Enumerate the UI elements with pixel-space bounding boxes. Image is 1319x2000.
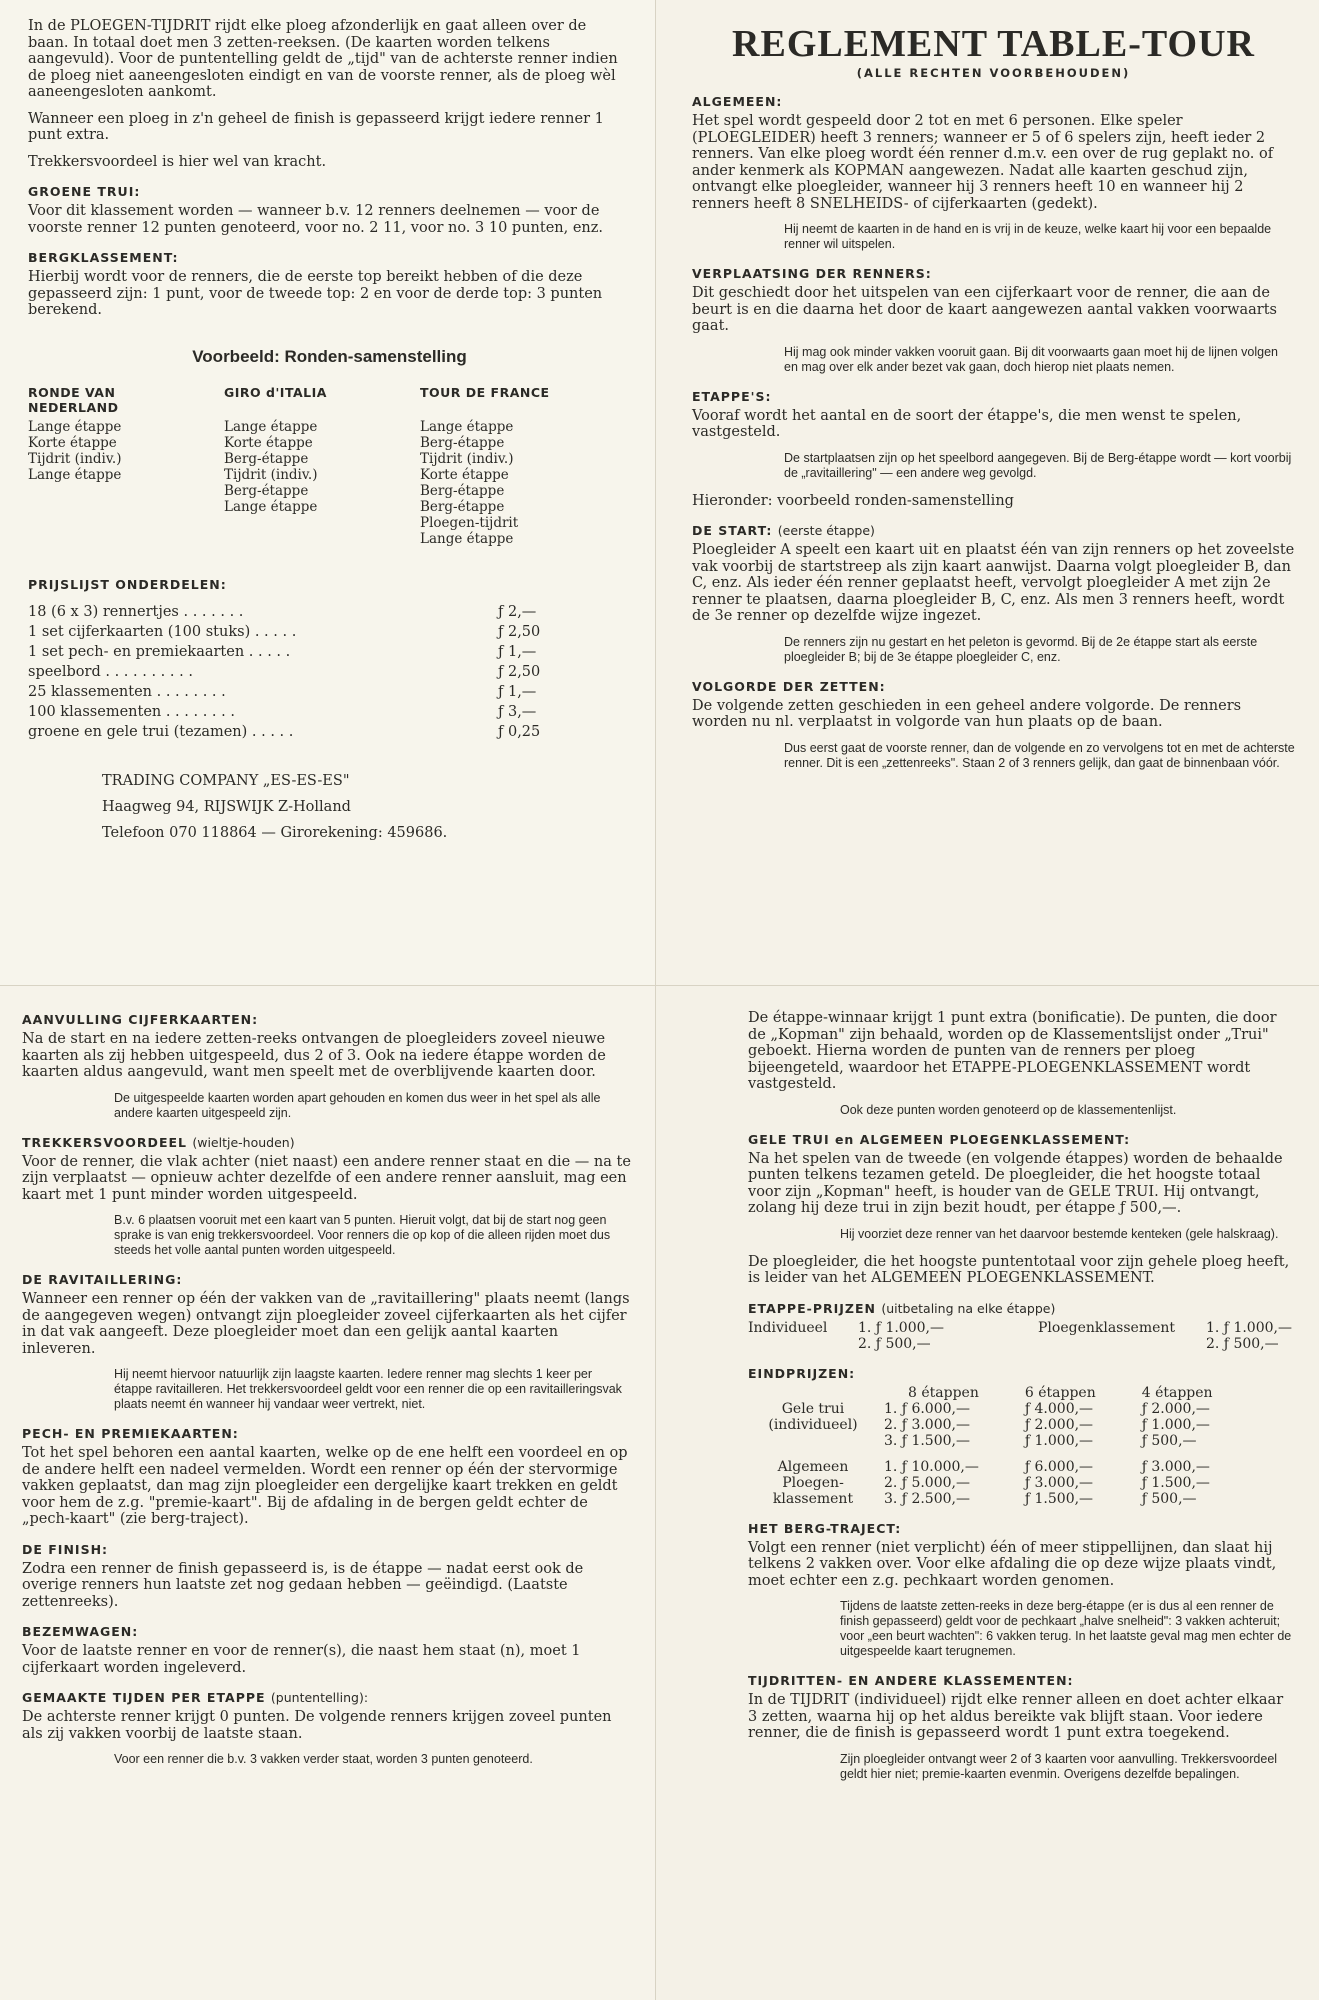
prize-value: 2. ƒ 500,—	[858, 1335, 931, 1352]
price-label: groene en gele trui (tezamen) . . . . .	[28, 723, 294, 740]
row-label: (individueel)	[768, 1416, 858, 1433]
example-heading: Voorbeeld: Ronden-samenstelling	[192, 346, 467, 366]
stage-item: Lange étappe	[28, 418, 122, 435]
note: De renners zijn nu gestart en het peleton is gevormd. Bij de 2e étappe start als eerste ploegleider B; bij de 3e étappe ploegleider C, enz.	[784, 634, 1258, 664]
stage-item: Tijdrit (indiv.)	[224, 466, 318, 483]
row-label: klassement	[772, 1490, 854, 1507]
price-row	[28, 662, 631, 682]
section-heading: GELE TRUI en ALGEMEEN PLOEGENKLASSEMENT:	[748, 1131, 1131, 1147]
stage-item: Lange étappe	[224, 418, 318, 435]
paragraph: Trekkersvoordeel is hier wel van kracht.	[28, 153, 327, 170]
note: Tijdens de laatste zetten-reeks in deze berg-étappe (er is dus al een renner de finish gepasseerd) geldt voor de pechkaart „halve snelheid": 3 vakken achteruit; voor „een beurt wachten": 6 vakken terug. In het laatste geval mag men echter de uitgespeelde kaart terugnemen.	[840, 1599, 1292, 1658]
paragraph: Voor dit klassement worden — wanneer b.v. 12 renners deelnemen — voor de voorste renner 12 punten genoteerd, voor no. 2 11, voor no. 3 10 punten, enz.	[28, 203, 604, 236]
table-cell: 3. ƒ 2.500,—	[884, 1490, 970, 1507]
section-heading: HET BERG-TRAJECT:	[748, 1520, 902, 1536]
stage-item: Berg-étappe	[224, 450, 309, 467]
prize-value: 2. ƒ 500,—	[1206, 1335, 1279, 1352]
price-label: 25 klassementen . . . . . . . .	[28, 683, 226, 700]
stage-item: Lange étappe	[28, 466, 122, 483]
paragraph: Tot het spel behoren een aantal kaarten, welke op de ene helft een voordeel en op de andere helft een nadeel vermelden. Wordt een renner op één der stervormige vakken geplaatst, dan mag zijn ploegleider een dergelijke kaart trekken en geldt voor hem de z.g. "premie-kaart". Bij de afdaling in de bergen geldt echter de „pech-kaart" (zie berg-traject).	[22, 1445, 628, 1527]
note: B.v. 6 plaatsen vooruit met een kaart van 5 punten. Hieruit volgt, dat bij de start nog geen sprake is van enig trekkersvoordeel. Voor renners die op kop of die alleen rijden moet dus steeds het volle aantal punten worden uitgespeeld.	[114, 1213, 611, 1257]
paragraph: Voor de laatste renner en voor de renner(s), die naast hem staat (n), moet 1 cijferkaart worden ingeleverd.	[22, 1643, 581, 1676]
heading-text: DE START:	[692, 523, 773, 538]
round-heading: RONDE VAN NEDERLAND	[28, 384, 119, 415]
stage-item: Korte étappe	[420, 466, 509, 483]
section-heading: BEZEMWAGEN:	[22, 1624, 139, 1639]
section-heading	[22, 1135, 631, 1150]
column-header: 6 étappen	[1024, 1384, 1096, 1401]
paragraph: Voor de renner, die vlak achter (niet naast) een andere renner staat en die — na te zijn verplaatst — opnieuw achter dezelfde of een andere renner aansluit, mag een kaart met 1 punt minder worden uitgespeeld.	[22, 1153, 631, 1203]
price-value: ƒ 1,—	[498, 643, 537, 660]
paragraph: Vooraf wordt het aantal en de soort der étappe's, die men wenst te spelen, vastgesteld.	[692, 407, 1242, 440]
column-header: 4 étappen	[1141, 1384, 1213, 1401]
price-row	[28, 602, 631, 622]
heading-text: GEMAAKTE TIJDEN PER ETAPPE	[22, 1690, 266, 1705]
table-row	[748, 1417, 1219, 1433]
round-column	[224, 385, 400, 547]
paragraph: Ploegleider A speelt een kaart uit en plaatst één van zijn renners op het zoveelste vak voorbij de startstreep als zijn kaart aanwijst. Daarna volgt ploegleider B, dan C, enz. Als ieder één renner geplaatst heeft, vervolgt ploegleider A met zijn 2e renner te plaatsen, daarna ploegleider B, C, enz. Als men 3 renners heeft, wordt de 3e renner op dezelfde wijze ingezet.	[692, 542, 1295, 624]
row-label: Algemeen	[777, 1458, 849, 1475]
table-cell: 2. ƒ 3.000,—	[884, 1416, 970, 1433]
table-row	[748, 1401, 1219, 1417]
rounds-table	[28, 385, 631, 547]
heading-text: TREKKERSVOORDEEL	[22, 1134, 187, 1150]
table-cell: ƒ 1.500,—	[1141, 1474, 1210, 1491]
price-row	[28, 622, 631, 642]
paragraph: De ploegleider, die het hoogste puntentotaal voor zijn gehele ploeg heeft, is leider van het ALGEMEEN PLOEGENKLASSEMENT.	[748, 1253, 1290, 1286]
stage-item: Korte étappe	[224, 434, 313, 451]
company-address: Haagweg 94, RIJSWIJK Z-Holland	[102, 798, 351, 815]
round-heading: GIRO d'ITALIA	[224, 384, 327, 400]
note: Hij neemt de kaarten in de hand en is vrij in de keuze, welke kaart hij voor een bepaalde renner wil uitspelen.	[784, 222, 1272, 251]
prize-value: 1. ƒ 1.000,—	[1206, 1319, 1292, 1336]
note: De uitgespeelde kaarten worden apart gehouden en komen dus weer in het spel als alle andere kaarten uitgespeeld zijn.	[114, 1090, 601, 1120]
table-cell: ƒ 1.000,—	[1024, 1432, 1094, 1449]
stage-item: Lange étappe	[420, 418, 514, 435]
paragraph: Hierbij wordt voor de renners, die de eerste top bereikt hebben of die deze gepasseerd zijn: 1 punt, voor de tweede top: 2 en voor de derde top: 3 punten berekend.	[28, 269, 603, 318]
paragraph: In de PLOEGEN-TIJDRIT rijdt elke ploeg afzonderlijk en gaat alleen over de baan. In totaal doet men 3 zetten-reeksen. (De kaarten worden telkens aangevuld). Voor de puntentelling geldt de „tijd" van de achterste renner indien de ploeg niet aaneengesloten eindigt en van de voorste renner, als de ploeg wèl aaneengesloten aankomt.	[28, 18, 618, 100]
section-heading: DE FINISH:	[22, 1541, 109, 1557]
section-heading: BERGKLASSEMENT:	[28, 250, 179, 265]
stage-item: Berg-étappe	[224, 482, 309, 499]
stage-prize-row	[748, 1336, 1295, 1352]
table-cell: ƒ 1.500,—	[1024, 1490, 1094, 1507]
heading-sub: (puntentelling):	[270, 1690, 369, 1705]
stage-item: Korte étappe	[28, 434, 117, 451]
price-value: ƒ 0,25	[498, 723, 541, 740]
round-column	[420, 385, 596, 547]
section-heading: DE RAVITAILLERING:	[22, 1272, 183, 1287]
prize-value: 1. ƒ 1.000,—	[858, 1319, 944, 1336]
row-label: Gele trui	[781, 1400, 845, 1417]
stage-item: Berg-étappe	[420, 498, 505, 515]
prize-label: Individueel	[748, 1319, 828, 1336]
table-cell: ƒ 2.000,—	[1024, 1416, 1094, 1433]
page-bottom-left	[0, 985, 655, 2000]
section-heading: PRIJSLIJST ONDERDELEN:	[28, 576, 227, 592]
price-row	[28, 642, 631, 662]
paragraph: Hieronder: voorbeeld ronden-samenstelling	[692, 492, 1014, 509]
price-row	[28, 722, 631, 742]
section-heading	[22, 1690, 631, 1705]
paragraph: Zodra een renner de finish gepasseerd is, is de étappe — nadat eerst ook de overige renners hun laatste zet nog gedaan hebben — geëindigd. (Laatste zettenreeks).	[22, 1560, 584, 1610]
note: Ook deze punten worden genoteerd op de klassementenlijst.	[840, 1102, 1177, 1117]
paragraph: De volgende zetten geschieden in een geheel andere volgorde. De renners worden nu nl. verplaatst in volgorde van hun plaats op de baan.	[692, 697, 1242, 730]
section-heading	[748, 1301, 1295, 1316]
heading-sub: (wieltje-houden)	[192, 1134, 295, 1150]
section-heading	[692, 523, 1295, 538]
price-row	[28, 682, 631, 702]
paragraph: Het spel wordt gespeeld door 2 tot en met 6 personen. Elke speler (PLOEGLEIDER) heeft 3 renners; wanneer er 5 of 6 spelers zijn, heeft ieder 2 renners. Van elke ploeg wordt één renner d.m.v. een over de rug geplakt no. of ander kenmerk als KOPMAN aangewezen. Nadat alle kaarten geschud zijn, ontvangt elke ploegleider, wanneer hij 3 renners heeft 10 en wanneer hij 2 renners heeft 8 SNELHEIDS- of cijferkaarten (gedekt).	[692, 113, 1274, 212]
note: Hij voorziet deze renner van het daarvoor bestemde kenteken (gele halskraag).	[840, 1226, 1279, 1241]
paragraph: Wanneer een renner op één der vakken van de „ravitaillering" plaats neemt (langs de aangegeven wegen) ontvangt zijn ploegleider zoveel cijferkaarten als het cijfer in dat vak aangeeft. Deze ploegleider moet dan een gelijk aantal kaarten inleveren.	[22, 1291, 630, 1357]
paragraph: Dit geschiedt door het uitspelen van een cijferkaart voor de renner, die aan de beurt is en die daarna het door de kaart aangewezen aantal vakken voorwaarts gaat.	[692, 285, 1277, 334]
column-header: 8 étappen	[908, 1384, 979, 1401]
table-header-row	[748, 1385, 1219, 1401]
table-cell: 1. ƒ 10.000,—	[884, 1458, 979, 1475]
section-heading: AANVULLING CIJFERKAARTEN:	[22, 1012, 259, 1027]
paragraph: Na het spelen van de tweede (en volgende étappes) worden de behaalde punten telkens tezamen geteld. De ploegleider, die het hoogste totaal voor zijn „Kopman" heeft, is houder van de GELE TRUI. Hij ontvangt, zolang hij deze trui in zijn bezit houdt, per étappe ƒ 500,—.	[748, 1150, 1283, 1216]
round-heading: TOUR DE FRANCE	[420, 384, 550, 400]
section-heading: TIJDRITTEN- EN ANDERE KLASSEMENTEN:	[748, 1673, 1074, 1688]
table-cell: ƒ 2.000,—	[1141, 1400, 1210, 1417]
row-label: Ploegen-	[782, 1474, 844, 1491]
table-cell: ƒ 3.000,—	[1024, 1474, 1094, 1491]
table-cell: ƒ 4.000,—	[1024, 1400, 1094, 1417]
stage-prize-row	[748, 1320, 1295, 1336]
company-name: TRADING COMPANY „ES-ES-ES"	[102, 772, 350, 789]
section-heading: VOLGORDE DER ZETTEN:	[692, 678, 886, 694]
table-row	[748, 1475, 1219, 1491]
price-value: ƒ 2,50	[498, 623, 541, 640]
paragraph: Volgt een renner (niet verplicht) één of meer stippellijnen, dan slaat hij telkens 2 vakken over. Voor elke afdaling die op deze wijze plaats vindt, moet echter een z.g. pechkaart worden genomen.	[748, 1539, 1277, 1589]
page-top-right	[655, 0, 1319, 985]
section-heading: VERPLAATSING DER RENNERS:	[692, 266, 932, 281]
page-subtitle: (ALLE RECHTEN VOORBEHOUDEN)	[856, 66, 1131, 80]
price-value: ƒ 2,50	[498, 663, 541, 680]
final-prizes-table	[748, 1385, 1219, 1507]
company-phone: Telefoon 070 118864 — Girorekening: 459686.	[102, 824, 448, 841]
heading-sub: (uitbetaling na elke étappe)	[881, 1300, 1056, 1316]
price-list	[28, 602, 631, 742]
note: Hij mag ook minder vakken vooruit gaan. Bij dit voorwaarts gaan moet hij de lijnen volgen en mag over elk ander bezet vak gaan, doch hierop niet plaats nemen.	[784, 344, 1279, 374]
price-value: ƒ 2,—	[498, 603, 537, 620]
table-cell: ƒ 3.000,—	[1141, 1458, 1210, 1475]
section-heading: EINDPRIJZEN:	[748, 1365, 856, 1381]
stage-item: Ploegen-tijdrit	[420, 514, 519, 531]
section-heading: ALGEMEEN:	[692, 94, 783, 109]
table-cell: ƒ 500,—	[1141, 1490, 1197, 1507]
price-label: speelbord . . . . . . . . . .	[28, 663, 193, 680]
paragraph: In de TIJDRIT (individueel) rijdt elke renner alleen en doet achter elkaar 3 zetten, waarna hij op het aldus bereikte vak blijft staan. Voor iedere renner, die de finish is gepasseerd wordt 1 punt extra toegekend.	[748, 1692, 1284, 1741]
price-label: 1 set cijferkaarten (100 stuks) . . . . .	[28, 623, 297, 640]
table-cell: 2. ƒ 5.000,—	[884, 1474, 970, 1491]
note: Voor een renner die b.v. 3 vakken verder staat, worden 3 punten genoteerd.	[114, 1752, 533, 1766]
table-cell: 1. ƒ 6.000,—	[884, 1400, 970, 1417]
note: Hij neemt hiervoor natuurlijk zijn laagste kaarten. Iedere renner mag slechts 1 keer per étappe ravitailleren. Het trekkersvoordeel geldt voor een renner die op een ravitailleringsvak plaats neemt én wanneer hij vandaar weer vertrekt, niet.	[114, 1367, 622, 1411]
price-label: 100 klassementen . . . . . . . .	[28, 703, 235, 720]
company-block	[102, 768, 631, 846]
paragraph: Na de start en na iedere zetten-reeks ontvangen de ploegleiders zoveel nieuwe kaarten als zij hebben uitgespeeld, dus 2 of 3. Ook na iedere étappe worden de kaarten aldus aangevuld, want men speelt met de overblijvende kaarten door.	[22, 1031, 606, 1080]
price-value: ƒ 3,—	[498, 703, 537, 720]
section-heading: GROENE TRUI:	[28, 184, 141, 199]
page-title: REGLEMENT TABLE-TOUR	[732, 23, 1255, 65]
stage-item: Tijdrit (indiv.)	[28, 450, 122, 467]
price-label: 1 set pech- en premiekaarten . . . . .	[28, 643, 291, 660]
table-row	[748, 1433, 1219, 1449]
price-value: ƒ 1,—	[498, 683, 537, 700]
paragraph: De étappe-winnaar krijgt 1 punt extra (bonificatie). De punten, die door de „Kopman" zijn behaald, worden op de Klassementslijst onder „Trui" geboekt. Hierna worden de punten van de renners per ploeg bijeengeteld, waardoor het ETAPPE-PLOEGENKLASSEMENT wordt vastgesteld.	[748, 1010, 1277, 1092]
table-cell: ƒ 1.000,—	[1141, 1416, 1210, 1433]
price-label: 18 (6 x 3) rennertjes . . . . . . .	[28, 603, 244, 620]
stage-item: Berg-étappe	[420, 434, 505, 451]
paragraph: Wanneer een ploeg in z'n geheel de finish is gepasseerd krijgt iedere renner 1 punt extra.	[28, 110, 604, 143]
section-heading: PECH- EN PREMIEKAARTEN:	[22, 1426, 239, 1441]
table-row	[748, 1459, 1219, 1475]
stage-item: Lange étappe	[224, 498, 318, 515]
page-top-left	[0, 0, 655, 985]
round-column	[28, 385, 204, 547]
stage-item: Lange étappe	[420, 530, 514, 547]
note: Dus eerst gaat de voorste renner, dan de volgende en zo vervolgens tot en met de achterste renner. Dit is een „zettenreeks". Staan 2 of 3 renners gelijk, dan gaat de binnenbaan vóór.	[784, 740, 1295, 770]
page-bottom-right	[655, 985, 1319, 2000]
stage-item: Berg-étappe	[420, 482, 505, 499]
heading-sub: (eerste étappe)	[777, 523, 875, 538]
price-row	[28, 702, 631, 722]
paragraph: De achterste renner krijgt 0 punten. De volgende renners krijgen zoveel punten als zij vakken voorbij de laatste staan.	[22, 1709, 612, 1742]
table-cell: ƒ 6.000,—	[1024, 1458, 1094, 1475]
section-heading: ETAPPE'S:	[692, 388, 772, 404]
table-cell: ƒ 500,—	[1141, 1432, 1197, 1449]
prize-label: Ploegenklassement	[1038, 1319, 1176, 1336]
heading-text: ETAPPE-PRIJZEN	[748, 1300, 876, 1316]
table-cell: 3. ƒ 1.500,—	[884, 1432, 970, 1449]
table-row	[748, 1491, 1219, 1507]
note: De startplaatsen zijn op het speelbord aangegeven. Bij de Berg-étappe wordt — kort voorbij de „ravitaillering" — een andere weg gevolgd.	[784, 450, 1292, 480]
stage-item: Tijdrit (indiv.)	[420, 450, 514, 467]
note: Zijn ploegleider ontvangt weer 2 of 3 kaarten voor aanvulling. Trekkersvoordeel geldt hier niet; premie-kaarten evenmin. Overigens dezelfde bepalingen.	[840, 1751, 1278, 1781]
